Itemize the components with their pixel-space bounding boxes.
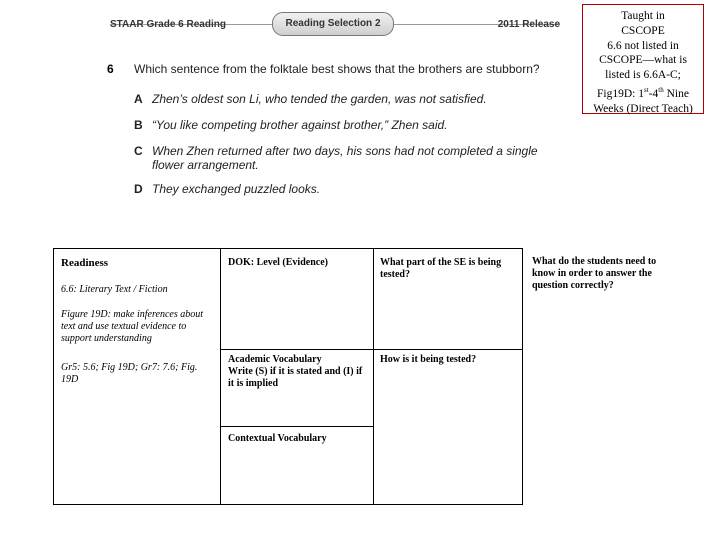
superscript: th [658, 85, 664, 94]
question-number: 6 [107, 62, 114, 76]
taught-line: Weeks (Direct Teach) [593, 102, 693, 115]
question-text: Which sentence from the folktale best shows that the brothers are stubborn? [134, 62, 540, 76]
student-knowledge-prompt: What do the students need to know in order to answer the question correctly? [532, 256, 657, 291]
option-text: “You like competing brother against brother,” Zhen said. [152, 118, 448, 132]
grid-divider [220, 426, 373, 427]
taught-fig-text: Nine [663, 87, 689, 100]
option-text: Zhen’s oldest son Li, who tended the garden, was not satisfied. [152, 92, 487, 106]
answer-option-c[interactable] [134, 144, 572, 172]
figure-19d-description: Figure 19D: make inferences about text and use textual evidence to support understanding [61, 309, 203, 344]
answer-option-b[interactable] [134, 118, 572, 132]
grid-divider [220, 349, 523, 350]
grade-alignment: Gr5: 5.6; Fig 19D; Gr7: 7.6; Fig. 19D [61, 362, 198, 385]
academic-vocabulary-label: Academic Vocabulary [228, 354, 322, 365]
grid-divider [373, 249, 374, 504]
dok-level-label: DOK: Level (Evidence) [228, 257, 328, 268]
taught-in-cscope-note [582, 4, 704, 114]
taught-line [583, 83, 703, 102]
option-letter: D [134, 182, 143, 196]
taught-line: listed is 6.6A-C; [605, 69, 681, 82]
option-letter: C [134, 144, 143, 158]
taught-fig-text: -4 [648, 87, 659, 100]
readiness-label: Readiness [61, 257, 109, 269]
taught-line: Taught in [621, 10, 665, 22]
standard-label: 6.6: Literary Text / Fiction [61, 284, 168, 295]
answer-option-d[interactable] [134, 182, 572, 196]
taught-fig-text: Fig19D: 1 [597, 87, 644, 100]
how-tested-label: How is it being tested? [380, 354, 477, 365]
taught-line: CSCOPE [621, 24, 665, 37]
superscript: st [644, 85, 649, 94]
taught-line: 6.6 not listed in [607, 39, 679, 52]
option-letter: A [134, 92, 143, 106]
reading-selection-badge: Reading Selection 2 [272, 12, 394, 36]
grid-divider [220, 249, 221, 504]
contextual-vocabulary-label: Contextual Vocabulary [228, 433, 327, 444]
se-part-tested-label: What part of the SE is being tested? [380, 257, 502, 280]
header-grade-label: STAAR Grade 6 Reading [110, 19, 226, 30]
option-text: When Zhen returned after two days, his sons had not completed a single flower arrangement. [152, 144, 538, 172]
staar-header [110, 10, 560, 42]
academic-vocabulary-note: Write (S) if it is stated and (I) if it is implied [228, 366, 363, 389]
answer-option-a[interactable] [134, 92, 572, 106]
analysis-grid [53, 248, 523, 505]
option-text: They exchanged puzzled looks. [152, 182, 321, 196]
taught-line: CSCOPE—what is [599, 54, 687, 67]
option-letter: B [134, 118, 143, 132]
header-release-label: 2011 Release [497, 19, 560, 30]
